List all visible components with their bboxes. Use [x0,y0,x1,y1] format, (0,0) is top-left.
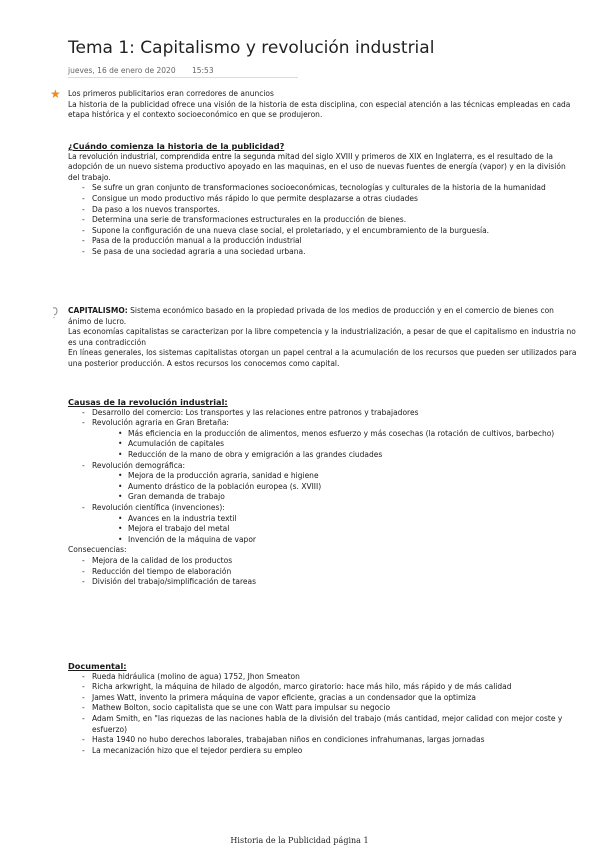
consequences-list [68,556,578,588]
list-item: • Gran demanda de trabajo [118,492,578,503]
history-list [68,183,578,257]
list-item: - James Watt, invento la primera máquina de vapor eficiente, gracias a un condensador que la optimiza [82,693,578,704]
section-causes [68,397,578,588]
list-item: - Hasta 1940 no hubo derechos laborales, trabajaban niños en condiciones infrahumanas, largas jornadas [82,735,578,746]
intro-line-1: Los primeros publicitarios eran corredores de anuncios [68,89,274,98]
list-item: • Acumulación de capitales [118,439,578,450]
list-item [82,461,578,503]
star-icon: ★ [50,87,61,101]
list-item: - Richa arkwright, la máquina de hilado de algodón, marco giratorio: hace más hilo, más rápido y de más calidad [82,682,578,693]
list-item: - Desarrollo del comercio: Los transportes y las relaciones entre patronos y trabajadores [82,408,578,419]
list-item [82,418,578,460]
sub-list [92,429,578,461]
cause-label: Revolución científica (invenciones): [92,502,225,512]
section-heading-documental: Documental: [68,661,127,671]
note-icon [51,307,61,319]
list-item: • Avances en la industria textil [118,514,578,525]
title-divider [68,77,298,78]
list-item: • Aumento drástico de la población europea (s. XVIII) [118,482,578,493]
list-item: • Invención de la máquina de vapor [118,535,578,546]
list-item: • Más eficiencia en la producción de alimentos, menos esfuerzo y más cosechas (la rotación de cultivos, barbecho) [118,429,578,440]
capitalism-term: CAPITALISMO: [68,306,128,315]
list-item: • Mejora de la producción agraria, sanidad e higiene [118,471,578,482]
list-item: - La mecanización hizo que el tejedor perdiera su empleo [82,746,578,757]
capitalism-definition-text: Sistema económico basado en la propiedad privada de los medios de producción y en el comercio de bienes con ánimo de lucro. [68,306,554,326]
intro-line-2: La historia de la publicidad ofrece una visión de la historia de esta disciplina, con especial atención a las técnicas empleadas en cada etapa histórica y el contexto socioeconómico en que se produjeron. [68,99,571,120]
page-time: 15:53 [191,66,214,75]
intro-block [68,89,578,121]
list-item: - Pasa de la producción manual a la producción industrial [82,236,578,247]
section-heading-causes: Causas de la revolución industrial: [68,397,228,407]
list-item: - Reducción del tiempo de elaboración [82,567,578,578]
list-item: - Mejora de la calidad de los productos [82,556,578,567]
sub-list [92,514,578,546]
list-item [82,503,578,545]
documental-list [68,672,578,757]
section-capitalism [68,306,578,370]
capitalism-paragraph-3: En líneas generales, los sistemas capitalistas otorgan un papel central a la acumulación de los recursos que pueden ser utilizados para una posterior producción. A estos recursos los conocemos como capital. [68,348,577,368]
list-item: - Rueda hidráulica (molino de agua) 1752, Jhon Smeaton [82,672,578,683]
list-item: - Mathew Bolton, socio capitalista que se une con Watt para impulsar su negocio [82,703,578,714]
list-item: • Reducción de la mano de obra y emigración a las grandes ciudades [118,450,578,461]
page-meta [68,66,214,75]
page-title: Tema 1: Capitalismo y revolución industrial [68,38,435,58]
consequences-label: Consecuencias: [68,545,127,555]
list-item: - Se sufre un gran conjunto de transformaciones socioeconómicas, tecnologías y culturales de la historia de la humanidad [82,183,578,194]
capitalism-definition [68,306,578,327]
sub-list [92,471,578,503]
section-history [68,141,578,258]
history-paragraph: La revolución industrial, comprendida entre la segunda mitad del siglo XVIII y primeros de XIX en Inglaterra, es el resultado de la adopción de un nuevo sistema productivo apoyado en las maquinas, en el uso de nuevas fuentes de energía (vapor) y en la división del trabajo. [68,151,566,182]
list-item: - División del trabajo/simplificación de tareas [82,577,578,588]
list-item: - Determina una serie de transformaciones estructurales en la producción de bienes. [82,215,578,226]
section-documental [68,661,578,756]
list-item: - Supone la configuración de una nueva clase social, el proletariado, y el encumbramiento de la burguesía. [82,226,578,237]
causes-list [68,408,578,546]
capitalism-paragraph-2: Las economías capitalistas se caracterizan por la libre competencia y la industrialización, a pesar de que el capitalismo en industria no es una contradicción [68,327,576,347]
section-heading-history: ¿Cuándo comienza la historia de la publicidad? [68,141,285,151]
page-date: jueves, 16 de enero de 2020 [68,66,176,75]
list-item: - Adam Smith, en "las riquezas de las naciones habla de la división del trabajo (más cantidad, mejor calidad con mejor coste y esfuerzo) [82,714,578,735]
list-item: - Da paso a los nuevos transportes. [82,205,578,216]
list-item: - Consigue un modo productivo más rápido lo que permite desplazarse a otras ciudades [82,194,578,205]
list-item: • Mejora el trabajo del metal [118,524,578,535]
cause-label: Revolución demográfica: [92,460,185,470]
page-footer: Historia de la Publicidad página 1 [230,836,369,845]
list-item: - Se pasa de una sociedad agraria a una sociedad urbana. [82,247,578,258]
cause-label: Revolución agraria en Gran Bretaña: [92,418,229,428]
